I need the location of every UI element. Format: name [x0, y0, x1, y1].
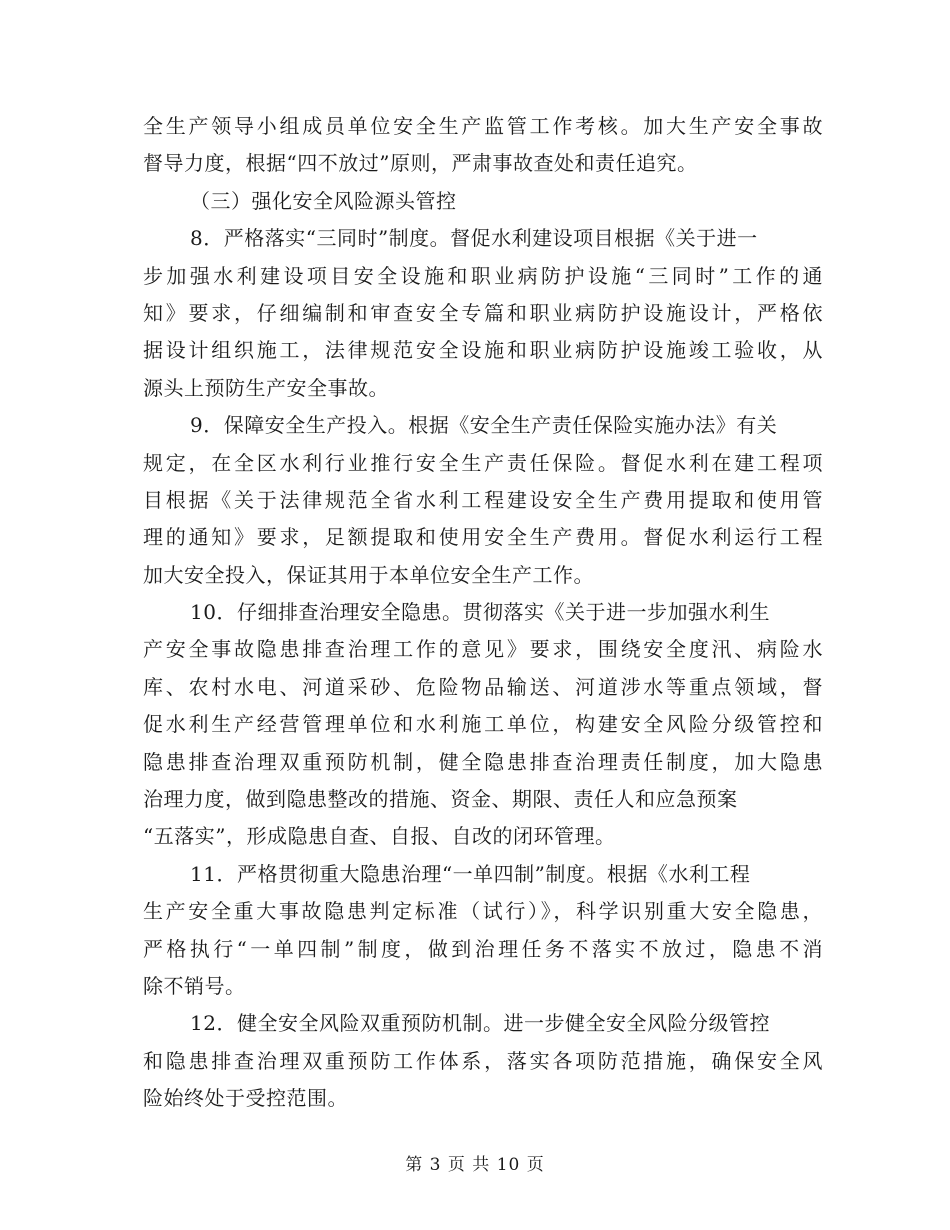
- text-line: 9．保障安全生产投入。根据《安全生产责任保险实施办法》有关: [190, 413, 778, 438]
- text-line: 和隐患排查治理双重预防工作体系，落实各项防范措施，确保安全风: [143, 1048, 823, 1073]
- text-line: 严格执行“一单四制”制度，做到治理任务不落实不放过，隐患不消: [143, 936, 823, 961]
- text-line: 源头上预防生产安全事故。: [143, 375, 389, 400]
- text-line: 加大安全投入，保证其用于本单位安全生产工作。: [143, 562, 594, 587]
- text-line: 全生产领导小组成员单位安全生产监管工作考核。加大生产安全事故: [143, 114, 823, 138]
- page-number-footer: 第 3 页 共 10 页: [405, 1155, 545, 1175]
- text-line: 12．健全安全风险双重预防机制。进一步健全安全风险分级管控: [190, 1011, 770, 1036]
- text-line: 目根据《关于法律规范全省水利工程建设安全生产费用提取和使用管: [143, 487, 823, 512]
- text-line: 治理力度，做到隐患整改的措施、资金、期限、责任人和应急预案: [143, 787, 738, 812]
- text-line: 生产安全重大事故隐患判定标准（试行）》，科学识别重大安全隐患，: [143, 899, 823, 924]
- text-line: 10．仔细排查治理安全隐患。贯彻落实《关于进一步加强水利生: [190, 600, 770, 625]
- text-line: 除不销号。: [143, 973, 246, 998]
- section-heading: （三）强化安全风险源头管控: [190, 188, 457, 213]
- text-line: 险始终处于受控范围。: [143, 1086, 348, 1111]
- text-line: 据设计组织施工，法律规范安全设施和职业病防护设施竣工验收，从: [143, 338, 823, 363]
- text-line: 理的通知》要求，足额提取和使用安全生产费用。督促水利运行工程: [143, 525, 823, 550]
- text-line: 督导力度，根据“四不放过”原则，严肃事故查处和责任追究。: [143, 151, 698, 176]
- document-body: [143, 108, 823, 1118]
- text-line: “五落实”，形成隐患自查、自报、自改的闭环管理。: [143, 824, 616, 849]
- text-line: 8．严格落实“三同时”制度。督促水利建设项目根据《关于进一: [190, 226, 758, 251]
- text-line: 库、农村水电、河道采砂、危险物品输送、河道涉水等重点领域，督: [143, 674, 823, 699]
- text-line: 知》要求，仔细编制和审查安全专篇和职业病防护设施设计，严格依: [143, 300, 823, 325]
- text-line: 产安全事故隐患排查治理工作的意见》要求，围绕安全度汛、病险水: [143, 637, 823, 662]
- text-line: 促水利生产经营管理单位和水利施工单位，构建安全风险分级管控和: [143, 712, 823, 737]
- text-line: 规定，在全区水利行业推行安全生产责任保险。督促水利在建工程项: [143, 450, 823, 475]
- text-line: 11．严格贯彻重大隐患治理“一单四制”制度。根据《水利工程: [190, 861, 751, 886]
- text-line: 隐患排查治理双重预防机制，健全隐患排查治理责任制度，加大隐患: [143, 749, 823, 774]
- text-line: 步加强水利建设项目安全设施和职业病防护设施“三同时”工作的通: [143, 263, 823, 288]
